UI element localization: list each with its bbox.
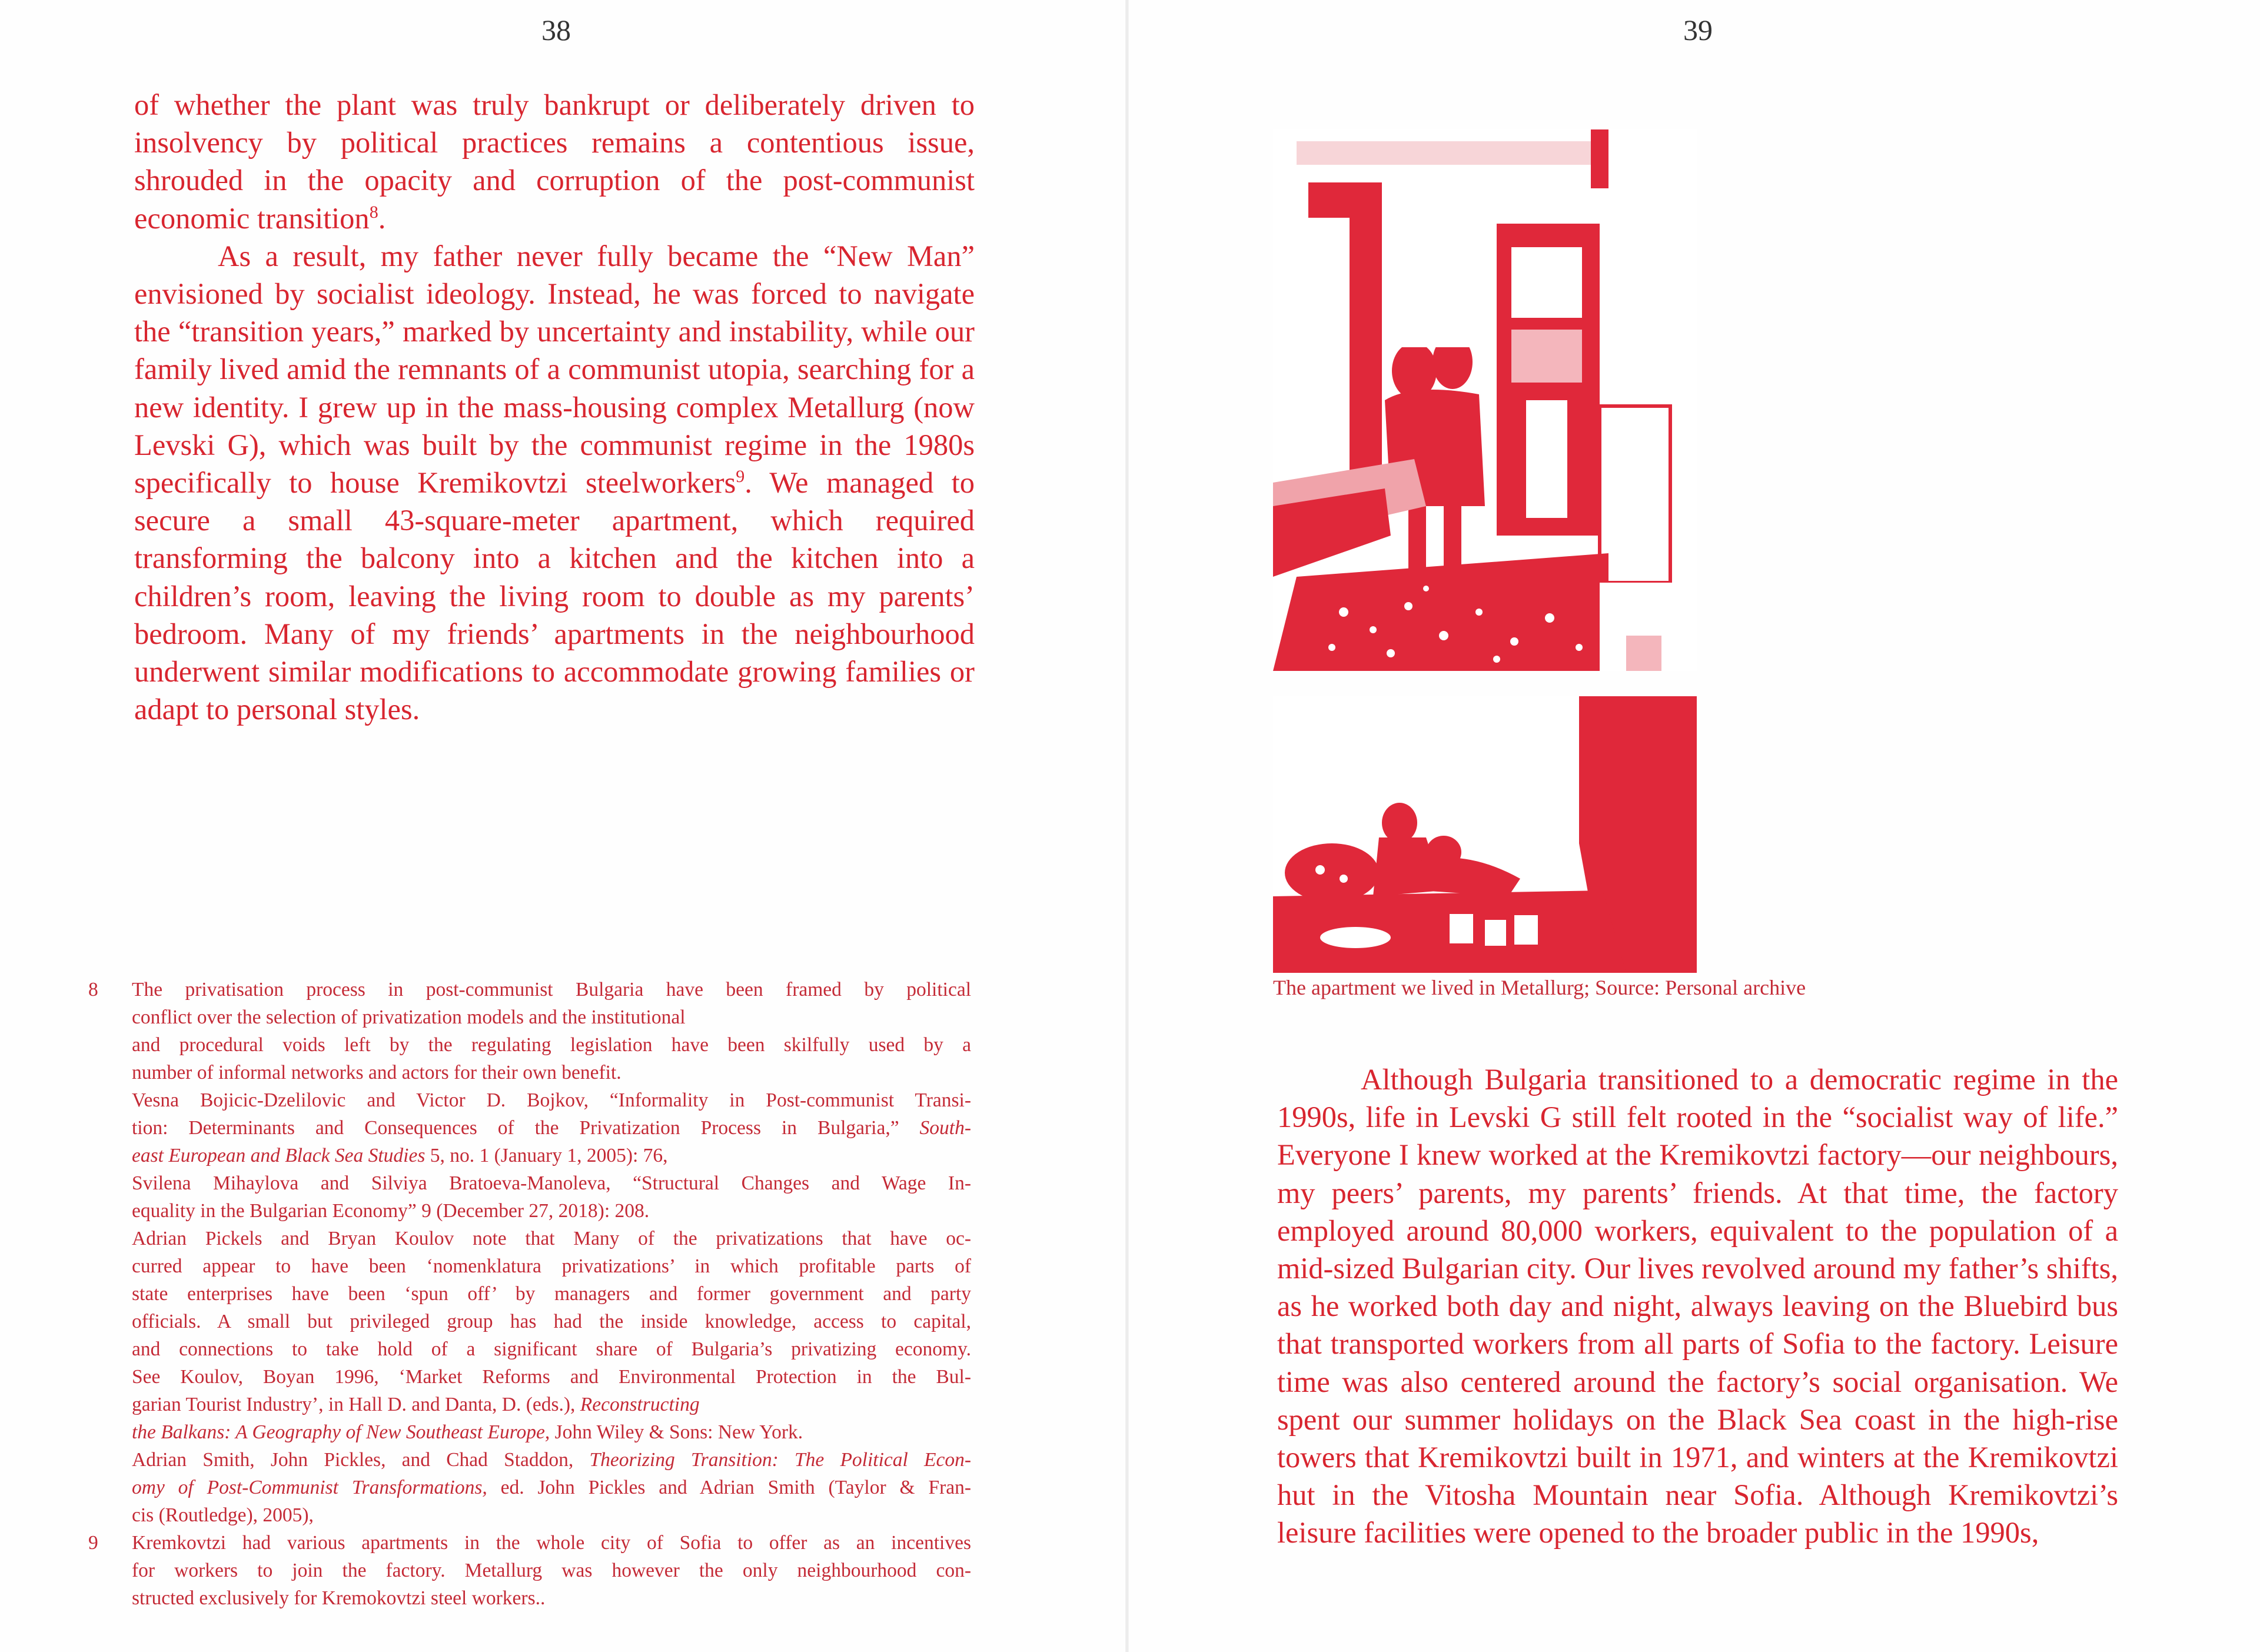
children-photo (1273, 696, 1697, 973)
left-paragraph-1: of whether the plant was truly bankrupt or deliberately driven to insolvency by political practices remains a contentious issue, shrouded in the opacity and corruption of the post-communist economic transition$^8$. (134, 88, 975, 235)
page-number-left: 38 (541, 14, 571, 46)
footnote-9: 9 Kremkovtzi had various apartments in the whole city of Sofia to offer as an incentives for workers to join the factory. Metallurg was however the only neighbourhood con- structed exclusively for Kremokovtzi steel workers.. (88, 1529, 971, 1612)
page-number-right: 39 (1683, 14, 1713, 46)
apartment-interior-photo (1273, 129, 1697, 671)
right-body-text (1277, 1061, 2118, 1552)
right-paragraph-1: Although Bulgaria transitioned to a democratic regime in the 1990s, life in Levski G still felt rooted in the “socialist way of life.” Everyone I knew worked at the Kremikovtzi factory—our neighbours, my peers’ parents, my parents’ friends. At that time, the factory employed around 80,000 workers, equivalent to the population of a mid-sized Bulgarian city. Our lives revolved around my father’s shifts, as he worked both day and night, always leaving on the Bluebird bus that transported workers from all parts of Sofia to the factory. Leisure time was also centered around the factory’s social organisation. We spent our summer holidays on the Black Sea coast in the high-rise towers that Kremikovtzi built in 1971, and winters at the Kremikovtzi hut in the Vitosha Mountain near Sofia. Although Kremikovtzi’s leisure facilities were opened to the broader public in the 1990s, (1277, 1063, 2118, 1550)
left-paragraph-2: As a result, my father never fully became the “New Man” envisioned by socialist ideology. Instead, he was forced to navigate the “transition years,” marked by uncertainty and instability, while our family lived amid the remnants of a communist utopia, searching for a new identity. I grew up in the mass-housing complex Metallurg (now Levski G), which was built by the communist regime in the 1980s specifically to house Kremikovtzi steelworkers$^9$. We managed to secure a small 43-square-meter apartment, which required transforming the balcony into a kitchen and the kitchen into a children’s room, leaving the living room to double as my parents’ bedroom. Many of my friends’ apartments in the neighbourhood underwent similar modifications to accommodate growing families or adapt to personal styles. (134, 239, 975, 726)
footnote-number: 9 (88, 1532, 98, 1554)
photo-caption: The apartment we lived in Metallurg; Source: Personal archive (1273, 976, 1806, 999)
footnote-number: 8 (88, 979, 98, 1000)
footnote-8: 8 The privatisation process in post-communist Bulgaria have been framed by political conflict over the selection of privatization models and the institutional and procedural voids left by the regulating legislation have been skilfully used by a number of informal networks and actors for their own benefit. Vesna Bojicic-Dzelilovic and Victor D. Bojkov, “Informality in Post-communist Transi- tion: Determinants and Consequences of the Privatization Process in Bulgaria,” South- east European and Black Sea Studies 5, no. 1 (January 1, 2005): 76, Svilena Mihaylova and Silviya Bratoeva-Manoleva, “Structural Changes and Wage In- equality in the Bulgarian Economy” 9 (December 27, 2018): 208. Adrian Pickels and Bryan Koulov note that Many of the privatizations that have oc- curred appear to have been ‘nomenklatura privatizations’ in which profitable parts of state enterprises have been ‘spun off’ by managers and former government and party officials. A small but privileged group has had the inside knowledge, access to capital, and connections to take hold of a significant share of Bulgaria’s privatizing economy. See Koulov, Boyan 1996, ‘Market Reforms and Environmental Protection in the Bul- garian Tourist Industry’, in Hall D. and Danta, D. (eds.), Reconstructing the Balkans: A Geography of New Southeast Europe, John Wiley & Sons: New York. Adrian Smith, John Pickles, and Chad Staddon, Theorizing Transition: The Political Econ- omy of Post-Communist Transformations, ed. John Pickles and Adrian Smith (Taylor & Fran- cis (Routledge), 2005), (88, 976, 971, 1529)
footnote-ref-9[interactable]: 9 (736, 467, 745, 487)
footnotes (88, 976, 971, 1612)
footnote-ref-8[interactable]: 8 (369, 202, 378, 222)
left-body-text (134, 86, 975, 728)
page-gutter (1125, 0, 1129, 1652)
